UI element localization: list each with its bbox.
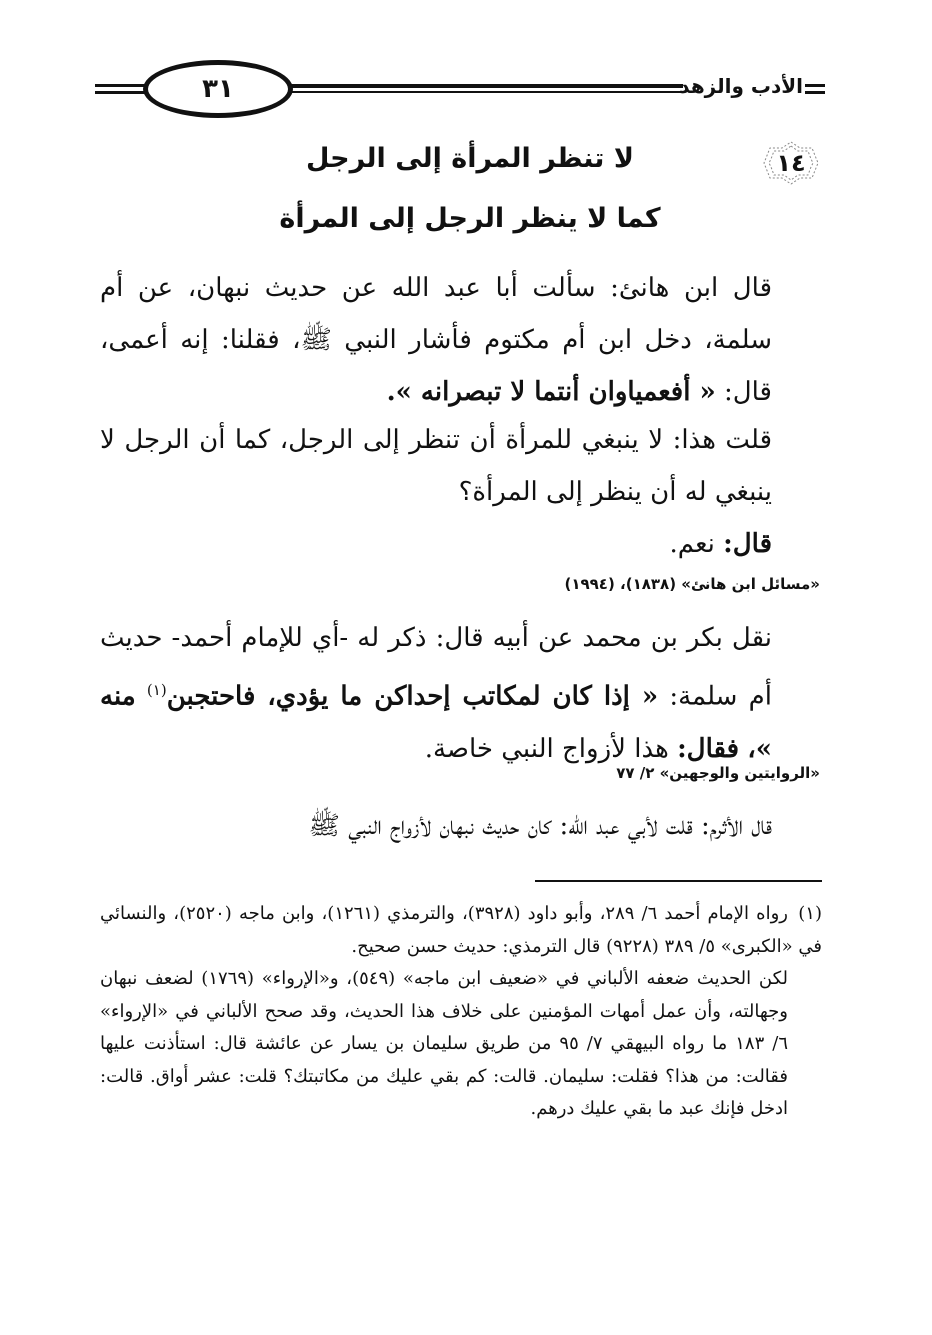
- footnote-reference: (١): [146, 681, 167, 699]
- paragraph-3: [100, 612, 820, 775]
- footnotes: [100, 898, 822, 1126]
- source-citation: «مسائل ابن هانئ» (١٨٣٨)، (١٩٩٤): [564, 575, 820, 593]
- chapter-number: ١٤: [776, 149, 806, 177]
- paragraph-text: نقل بكر بن محمد عن أبيه قال: ذكر له -أي للإمام أحمد- حديث أم سلمة:: [100, 623, 772, 712]
- footnote-separator: [535, 880, 822, 882]
- said-label: فقال:: [677, 733, 740, 764]
- footnote-text: رواه الإمام أحمد ٦/ ٢٨٩، وأبو داود (٣٩٢٨)، والترمذي (١٢٦١)، وابن ماجه (٢٥٢٠)، والنسائي في «الكبرى» ٥/ ٣٨٩ (٩٢٢٨) قال الترمذي: حديث حسن صحيح.: [100, 903, 822, 957]
- hadith-quote: « إذا كان لمكاتب إحداكن ما يؤدي، فاحتجبن: [166, 681, 659, 712]
- header-rule: [805, 84, 825, 87]
- paragraph-1: [100, 262, 820, 418]
- paragraph-text: قلت هذا: لا ينبغي للمرأة أن تنظر إلى الرجل، كما أن الرجل لا ينبغي له أن ينظر إلى المرأة؟: [100, 425, 772, 507]
- paragraph-text: هذا لأزواج النبي خاصة.: [424, 733, 669, 764]
- chapter-number-badge: [762, 140, 820, 186]
- hadith-quote: « أفعمياوان أنتما لا تبصرانه ».: [386, 377, 716, 407]
- paragraph-2: [100, 414, 820, 570]
- footnote-text: لكن الحديث ضعفه الألباني في «ضعيف ابن ماجه» (٥٤٩)، و«الإرواء» (١٧٦٩) لضعف نبهان وجهالته، وأن عمل أمهات المؤمنين على خلاف هذا الحديث، وقد صحح الألباني في «الإرواء» ٦/ ١٨٣ ما رواه البيهقي ٧/ ٩٥ من طريق سليمان بن يسار عن عائشة قال: استأذنت عليها فقالت: من هذا؟ فقلت: سليمان. قالت: كم بقي عليك من مكاتبتك؟ قلت: عشر أواق. قالت: ادخل فإنك عبد ما بقي عليك درهم.: [100, 968, 788, 1119]
- chapter-title: لا تنظر المرأة إلى الرجل: [306, 143, 634, 174]
- page-number: ٣١: [143, 60, 293, 118]
- header-rule: [290, 84, 683, 88]
- footnote-number: (١): [798, 903, 822, 924]
- running-title: الأدب والزهد: [679, 74, 803, 98]
- paragraph-text: قال ابن هانئ: سألت أبا عبد الله عن حديث نبهان، عن أم سلمة، دخل ابن أم مكتوم فأشار النبي ﷺ، فقلنا: إنه أعمى، قال:: [100, 273, 772, 407]
- page-header: [95, 58, 825, 122]
- header-rule: [805, 91, 825, 94]
- header-rule: [95, 91, 147, 94]
- header-rule: [290, 91, 683, 93]
- answer-text: نعم.: [669, 529, 715, 559]
- chapter-subtitle: كما لا ينظر الرجل إلى المرأة: [279, 203, 661, 234]
- header-rule: [95, 84, 147, 87]
- answer-label: قال:: [723, 529, 772, 559]
- paragraph-text: قال الأثرم: قلت لأبي عبد الله: كان حديث نبهان لأزواج النبي ﷺ: [308, 811, 772, 841]
- hadith-quote-end: منه »،: [100, 681, 772, 764]
- paragraph-4: [100, 800, 820, 852]
- source-citation: «الروايتين والوجهين» ٢/ ٧٧: [616, 764, 820, 782]
